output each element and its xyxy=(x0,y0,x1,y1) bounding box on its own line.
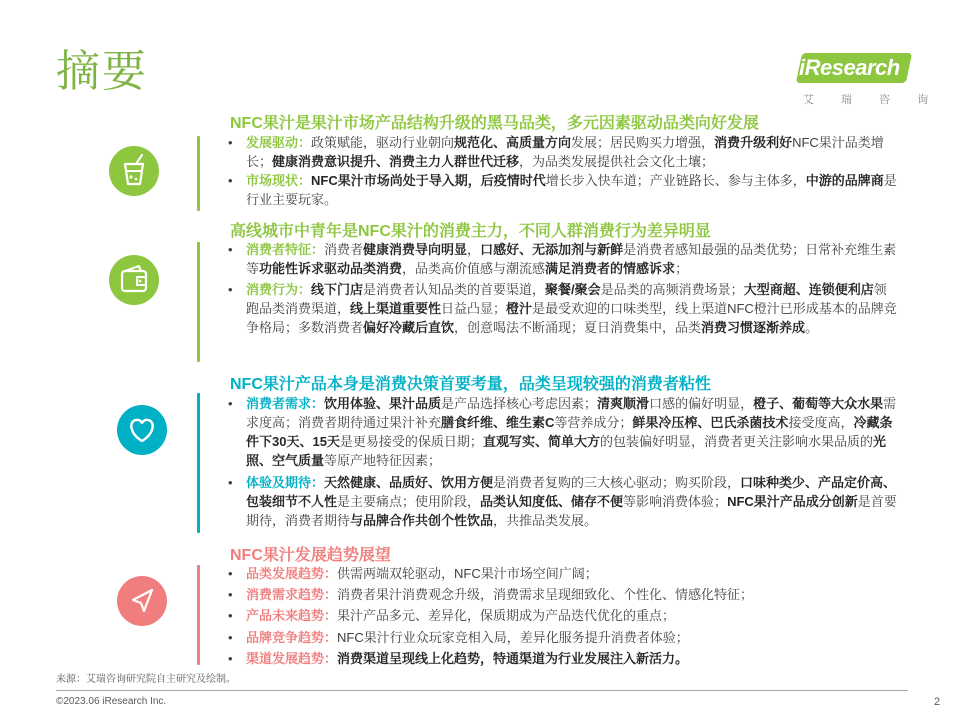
bullet-bold: 健康消费导向明显 xyxy=(363,242,468,257)
bullet-text: 的包装偏好明显，消费者更关注影响水果品质的 xyxy=(599,434,873,449)
bullet-bold: 与品牌合作共创个性饮品 xyxy=(350,513,494,528)
bullet-key: 消费者需求： xyxy=(246,396,325,411)
bullet-text: NFC果汁行业众玩家竞相入局，差异化服务提升消费者体验； xyxy=(337,630,689,645)
bullet-text: 是主要痛点；使用阶段， xyxy=(337,494,481,509)
bullet-bold: 膳食纤维、维生素C xyxy=(441,415,555,430)
bullet-text: ； xyxy=(675,261,689,276)
bullet-bold: 橙子、葡萄等大众水果 xyxy=(753,396,884,411)
bullet-text: 日益凸显； xyxy=(441,301,507,316)
bullet-text: 是最受欢迎的口味类型，线上渠道NFC橙汁已形成基本的品牌竞争格局；多数消费者 xyxy=(246,301,897,335)
list-item: • 消费者特征：消费者健康消费导向明显，口感好、无添加剂与新鲜是消费者感知最强的品类优势；日常补充维生素等功能性诉求驱动品类消费，品类高价值感与潮流感满足消费者的情感诉求； xyxy=(228,242,897,276)
bullet-bold: 光照、空气质量 xyxy=(246,434,886,468)
bullet-key: 市场现状： xyxy=(246,173,312,188)
section-headline: NFC果汁产品本身是消费决策首要考量，品类呈现较强的消费者粘性 xyxy=(230,376,711,393)
list-item: • 渠道发展趋势：消费渠道呈现线上化趋势，特通渠道为行业发展注入新活力。 xyxy=(228,651,689,666)
bullet-bold: 直观写实、简单大方 xyxy=(482,434,600,449)
bullet-text: 。 xyxy=(805,320,819,335)
bullet-key: 消费者特征： xyxy=(246,242,325,257)
bullet-text: 是消费者感知最强的品类优势；日常补充维生素等 xyxy=(246,242,897,276)
list-item: • 市场现状：NFC果汁市场尚处于导入期，后疫情时代增长步入快车道；产业链路长、参与主体多，中游的品牌商是行业主要玩家。 xyxy=(228,173,897,207)
bullet-text: 是首要期待，消费者期待 xyxy=(246,494,897,528)
bullet-key: 品类发展趋势： xyxy=(246,566,338,581)
bullet-bold: 天然健康、品质好、饮用方便 xyxy=(324,475,494,490)
bullet-bold: 冷藏条件下30天、15天 xyxy=(246,415,893,449)
footer-divider xyxy=(56,690,908,691)
bullet-bold: 品类认知度低、储存不便 xyxy=(480,494,624,509)
bullet-text: 供需两端双轮驱动，NFC果汁市场空间广阔； xyxy=(337,566,598,581)
bullet-key: 产品未来趋势： xyxy=(246,608,338,623)
bullet-bold: NFC果汁市场尚处于导入期，后疫情时代 xyxy=(311,173,546,188)
bullet-bold: NFC果汁产品成分创新 xyxy=(727,494,858,509)
section-headline: NFC果汁是果汁市场产品结构升级的黑马品类，多元因素驱动品类向好发展 xyxy=(230,115,759,132)
bullet-bold: 清爽顺滑 xyxy=(597,396,650,411)
bullet-text: ，为品类发展提供社会文化土壤； xyxy=(519,154,715,169)
bullet-bold: 大型商超、连锁便利店 xyxy=(743,282,874,297)
bullet-bold: 中游的品牌商 xyxy=(805,173,884,188)
heart-icon xyxy=(117,405,167,455)
bullet-bold: 口味种类少、产品定价高、包装细节不人性 xyxy=(246,475,897,509)
bullet-bold: 偏好冷藏后直饮 xyxy=(363,320,455,335)
section-divider xyxy=(197,242,200,362)
bullet-bold: 鲜果冷压榨、巴氏杀菌技术 xyxy=(632,415,789,430)
bullet-text: 政策赋能，驱动行业朝向 xyxy=(311,135,455,150)
bullet-bold: 线下门店 xyxy=(311,282,364,297)
bullet-text: ，品类高价值感与潮流感 xyxy=(402,261,546,276)
bullet-text: 是消费者复购的三大核心驱动；购买阶段， xyxy=(493,475,741,490)
list-item: • 消费行为：线下门店是消费者认知品类的首要渠道，聚餐/聚会是品类的高频消费场景；大型商超、连锁便利店领跑品类消费渠道，线上渠道重要性日益凸显；橙汁是最受欢迎的口味类型，线上渠道NFC橙汁已形成基本的品牌竞争格局；多数消费者偏好冷藏后直饮，创意喝法不断涌现；夏日消费集中，品类消费习惯逐渐养成。 xyxy=(228,282,897,335)
bullet-bold: 规范化、高质量方向 xyxy=(454,135,572,150)
bullet-text: 接受度高， xyxy=(788,415,854,430)
page-number: 2 xyxy=(934,696,941,708)
section-divider xyxy=(197,565,200,665)
section-divider xyxy=(197,136,200,211)
logo-text: iResearch xyxy=(799,55,900,80)
bullet-text: 是产品选择核心考虑因素； xyxy=(441,396,598,411)
bullet-bold: 橙汁 xyxy=(506,301,533,316)
list-item: • 消费者需求：饮用体验、果汁品质是产品选择核心考虑因素；清爽顺滑口感的偏好明显，橙子、葡萄等大众水果需求度高；消费者期待通过果汁补充膳食纤维、维生素C等营养成分；鲜果冷压榨、巴氏杀菌技术接受度高，冷藏条件下30天、15天是更易接受的保质日期；直观写实、简单大方的包装偏好明显，消费者更关注影响水果品质的光照、空气质量等原产地特征因素； xyxy=(228,396,897,468)
page-title: 摘要 xyxy=(56,47,148,96)
section-headline: 高线城市中青年是NFC果汁的消费主力，不同人群消费行为差异明显 xyxy=(230,223,711,240)
bullet-text: 是消费者认知品类的首要渠道， xyxy=(363,282,546,297)
list-item: • 品类发展趋势：供需两端双轮驱动，NFC果汁市场空间广阔； xyxy=(228,566,598,581)
list-item: • 体验及期待：天然健康、品质好、饮用方便是消费者复购的三大核心驱动；购买阶段，口味种类少、产品定价高、包装细节不人性是主要痛点；使用阶段，品类认知度低、储存不便等影响消费体验；NFC果汁产品成分创新是首要期待，消费者期待与品牌合作共创个性饮品，共推品类发展。 xyxy=(228,475,897,528)
bullet-bold: 满足消费者的情感诉求 xyxy=(545,261,676,276)
bullet-bold: 消费渠道呈现线上化趋势，特通渠道为行业发展注入新活力。 xyxy=(337,651,689,666)
bullet-text: ，共推品类发展。 xyxy=(493,513,598,528)
bullet-bold: 口感好、无添加剂与新鲜 xyxy=(480,242,624,257)
bullet-text: 增长步入快车道；产业链路长、参与主体多， xyxy=(545,173,806,188)
bullet-key: 品牌竞争趋势： xyxy=(246,630,338,645)
bullet-text: ，创意喝法不断涌现；夏日消费集中，品类 xyxy=(454,320,702,335)
bullet-text: 果汁产品多元、差异化，保质期成为产品迭代优化的重点； xyxy=(337,608,676,623)
bullet-bold: 饮用体验、果汁品质 xyxy=(324,396,442,411)
bullet-bold: 线上渠道重要性 xyxy=(350,301,442,316)
section-divider xyxy=(197,393,200,533)
bullet-key: 消费行为： xyxy=(246,282,312,297)
bullet-text: 消费者果汁消费观念升级，消费需求呈现细致化、个性化、情感化特征； xyxy=(337,587,754,602)
bullet-text: 领跑品类消费渠道， xyxy=(246,282,887,316)
list-item: • 产品未来趋势：果汁产品多元、差异化，保质期成为产品迭代优化的重点； xyxy=(228,608,676,623)
navigation-arrow-icon xyxy=(117,576,167,626)
list-item: • 消费需求趋势：消费者果汁消费观念升级，消费需求呈现细致化、个性化、情感化特征； xyxy=(228,587,754,602)
logo-subtitle: 艾 瑞 咨 询 xyxy=(803,94,941,106)
bullet-key: 渠道发展趋势： xyxy=(246,651,338,666)
list-item: • 发展驱动：政策赋能，驱动行业朝向规范化、高质量方向发展；居民购买力增强，消费升级利好NFC果汁品类增长；健康消费意识提升、消费主力人群世代迁移，为品类发展提供社会文化土壤； xyxy=(228,135,884,169)
bullet-text: 是行业主要玩家。 xyxy=(246,173,897,207)
bullet-key: 消费需求趋势： xyxy=(246,587,338,602)
source-note: 来源：艾瑞咨询研究院自主研究及绘制。 xyxy=(56,674,236,685)
bullet-text: NFC果汁品类增长； xyxy=(246,135,884,169)
bullet-text: 等影响消费体验； xyxy=(623,494,728,509)
bullet-bold: 消费习惯逐渐养成 xyxy=(701,320,806,335)
bullet-text: 是品类的高频消费场景； xyxy=(600,282,744,297)
bullet-text: 消费者 xyxy=(324,242,364,257)
bullet-text: 发展；居民购买力增强， xyxy=(571,135,715,150)
bullet-bold: 消费升级利好 xyxy=(714,135,793,150)
wallet-icon xyxy=(109,255,159,305)
bullet-text: 等营养成分； xyxy=(554,415,633,430)
bullet-bold: 健康消费意识提升、消费主力人群世代迁移 xyxy=(272,154,520,169)
bullet-text: 等原产地特征因素； xyxy=(324,453,442,468)
juice-cup-icon xyxy=(109,146,159,196)
section-headline: NFC果汁发展趋势展望 xyxy=(230,547,391,564)
bullet-text: 需求度高；消费者期待通过果汁补充 xyxy=(246,396,897,430)
list-item: • 品牌竞争趋势：NFC果汁行业众玩家竞相入局，差异化服务提升消费者体验； xyxy=(228,630,689,645)
iresearch-logo xyxy=(793,47,941,109)
bullet-text: 口感的偏好明显， xyxy=(649,396,754,411)
bullet-key: 发展驱动： xyxy=(246,135,312,150)
bullet-text: 是更易接受的保质日期； xyxy=(339,434,483,449)
bullet-bold: 聚餐/聚会 xyxy=(545,282,601,297)
bullet-key: 体验及期待： xyxy=(246,475,325,490)
bullet-text: ， xyxy=(467,242,481,257)
copyright: ©2023.06 iResearch Inc. xyxy=(56,696,167,707)
bullet-bold: 功能性诉求驱动品类消费 xyxy=(259,261,403,276)
